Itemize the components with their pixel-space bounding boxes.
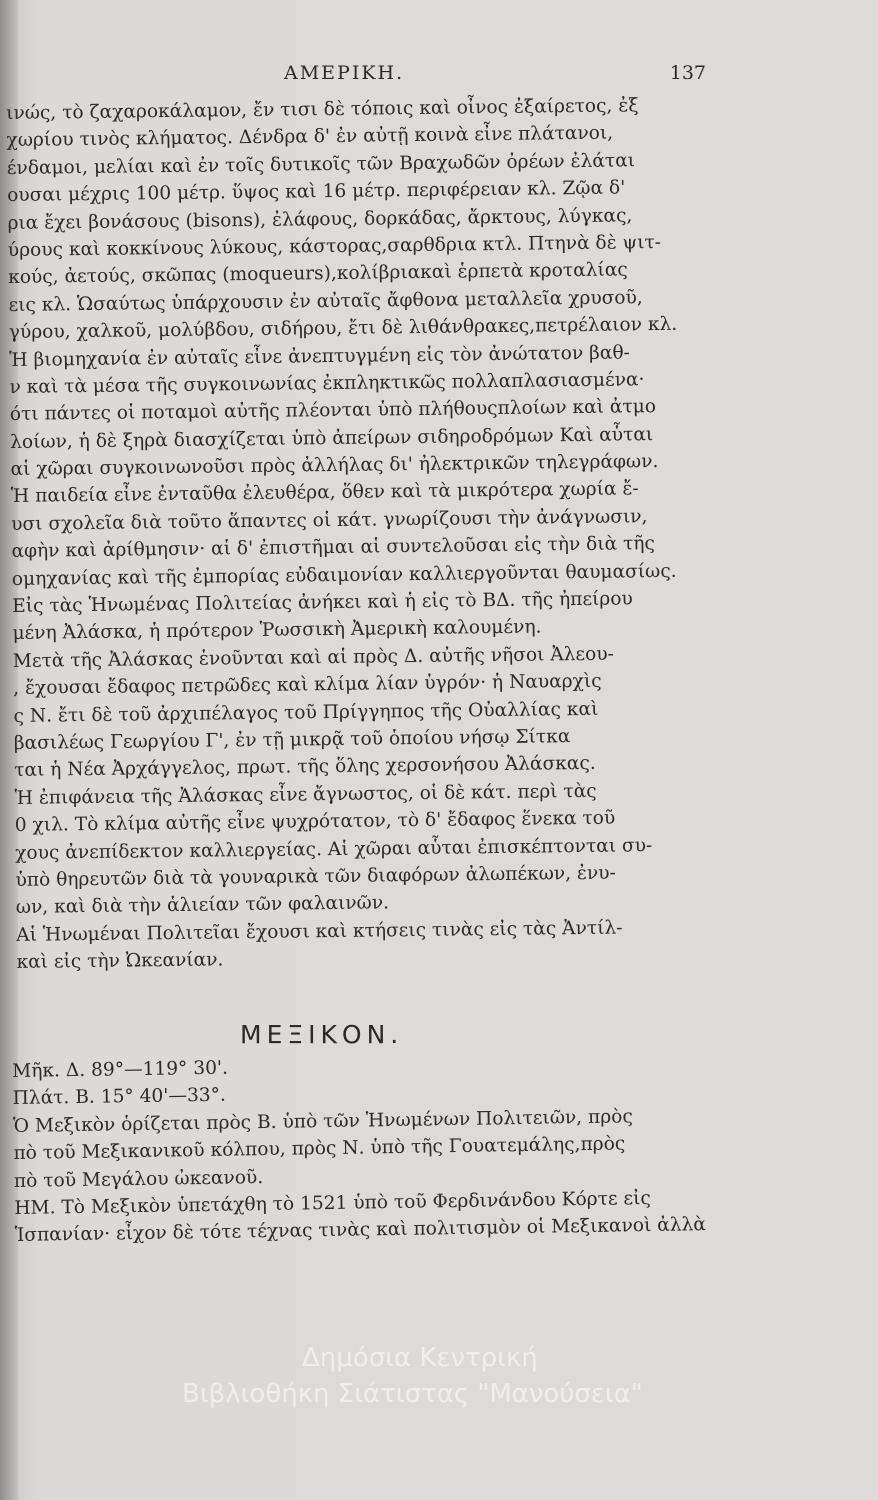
text-line: αἱ χῶραι συγκοινωνοῦσι πρὸς ἀλλήλας δι' ἠλεκτρικῶν τηλεγράφων.: [10, 451, 659, 481]
text-line: καὶ εἰς τὴν Ὠκεανίαν.: [16, 949, 224, 974]
text-line: βασιλέως Γεωργίου Γ', ἐν τῇ μικρᾷ τοῦ ὁποίου νήσῳ Σίτκα: [13, 726, 571, 754]
page-header: [0, 62, 878, 92]
text-line: Μῆκ. Δ. 89°—119° 30'.: [12, 1057, 229, 1082]
text-line: λοίων, ἡ δὲ ξηρὰ διασχίζεται ὑπὸ ἀπείρων σιδηροδρόμων Καὶ αὗται: [10, 423, 654, 453]
running-title: ΑΜΕΡΙΚΗ.: [284, 62, 405, 84]
text-line: ινώς, τὸ ζαχαροκάλαμον, ἔν τισι δὲ τόποις καὶ οἶνος ἐξαίρετος, ἐξ: [6, 95, 639, 124]
text-line: πὸ τοῦ Μεξικανικοῦ κόλπου, πρὸς Ν. ὑπὸ τῆς Γουατεμάλης,πρὸς: [13, 1133, 626, 1165]
text-line: Ἡ ἐπιφάνεια τῆς Ἀλάσκας εἶνε ἄγνωστος, οἱ δὲ κάτ. περὶ τὰς: [14, 780, 597, 809]
body-text: [6, 91, 717, 976]
text-line: Ὁ Μεξικὸν ὁρίζεται πρὸς Β. ὑπὸ τῶν Ἡνωμένων Πολιτειῶν, πρὸς: [12, 1106, 633, 1137]
text-line: ομηχανίας καὶ τῆς ἐμπορίας εὐδαιμονίαν καλλιεργοῦνται θαυμασίως.: [11, 560, 677, 590]
text-line: κούς, ἀετούς, σκῶπας (moqueurs),κολίβριακαὶ ἑρπετὰ κροταλίας: [8, 259, 628, 289]
text-line: ΗΜ. Τὸ Μεξικὸν ὑπετάχθη τὸ 1521 ὑπὸ τοῦ Φερδινάνδου Κόρτε εἰς: [14, 1187, 651, 1219]
text-line: υσι σχολεῖα διὰ τοῦτο ἅπαντες οἱ κάτ. γνωρίζουσι τὴν ἀνάγνωσιν,: [11, 506, 648, 535]
section-heading: ΜΕΞΙΚΟΝ.: [240, 1020, 404, 1049]
text-line: αφὴν καὶ ἀρίθμησιν· αἱ δ' ἐπιστῆμαι αἱ συντελοῦσαι εἰς τὴν διὰ τῆς: [11, 533, 656, 563]
text-line: ται ἡ Νέα Ἀρχάγγελος, πρωτ. τῆς ὅλης χερσονήσου Ἀλάσκας.: [14, 753, 596, 782]
page-number: 137: [669, 62, 706, 84]
text-line: , ἔχουσαι ἔδαφος πετρῶδες καὶ κλίμα λίαν ὑγρόν· ἡ Ναυαρχὶς: [13, 670, 602, 700]
text-line: Εἰς τὰς Ἡνωμένας Πολιτείας ἀνήκει καὶ ἡ εἰς τὸ ΒΔ. τῆς ἠπείρου: [12, 588, 633, 617]
text-line: ρια ἔχει βονάσους (bisons), ἐλάφους, δορκάδας, ἄρκτους, λύγκας,: [7, 204, 633, 234]
text-line: ένδαμοι, μελίαι καὶ ἐν τοῖς δυτικοῖς τῶν Βραχωδῶν ὀρέων ἐλάται: [6, 150, 636, 179]
text-line: ότι πάντες οἱ ποταμοὶ αὐτῆς πλέονται ὑπὸ πλήθουςπλοίων καὶ ἀτμο: [9, 396, 657, 426]
text-line: Ἡ παιδεία εἶνε ἐνταῦθα ἐλευθέρα, ὅθεν καὶ τὰ μικρότερα χωρία ἔ-: [10, 478, 639, 508]
text-line: χους ἀνεπίδεκτον καλλιεργείας. Αἱ χῶραι αὗται ἐπισκέπτονται συ-: [15, 834, 653, 864]
text-line: ς Ν. ἔτι δὲ τοῦ ἀρχιπέλαγος τοῦ Πρίγγηπος τῆς Οὐαλλίας καὶ: [13, 698, 599, 727]
watermark-line: Δημόσια Κεντρική: [302, 1343, 538, 1373]
text-line: ν καὶ τὰ μέσα τῆς συγκοινωνίας ἐκπληκτικῶς πολλαπλασιασμένα·: [9, 369, 645, 398]
text-line: ὑπὸ θηρευτῶν διὰ τὰ γουναρικὰ τῶν διαφόρων ἀλωπέκων, ἐνυ-: [15, 862, 616, 891]
text-line: Μετὰ τῆς Ἀλάσκας ἑνοῦνται καὶ αἱ πρὸς Δ. αὐτῆς νῆσοι Ἀλεου-: [12, 643, 615, 672]
section-text: [12, 1047, 715, 1250]
text-line: ύρους καὶ κοκκίνους λύκους, κάστορας,σαρθδρια κτλ. Πτηνὰ δὲ ψιτ-: [7, 231, 662, 261]
text-line: Ἱσπανίαν· εἶχον δὲ τότε τέχνας τινὰς καὶ πολιτισμὸν οἱ Μεξικανοὶ ἀλλὰ: [14, 1214, 707, 1247]
text-line: εις κλ. Ὡσαύτως ὑπάρχουσιν ἐν αὐταῖς ἄφθονα μεταλλεῖα χρυσοῦ,: [8, 286, 643, 316]
text-line: 0 χιλ. Τὸ κλίμα αὐτῆς εἶνε ψυχρότατον, τὸ δ' ἔδαφος ἕνεκα τοῦ: [14, 807, 616, 837]
text-line: Αἱ Ἡνωμέναι Πολιτεῖαι ἔχουσι καὶ κτήσεις τινὰς εἰς τὰς Ἀντίλ-: [16, 917, 623, 946]
text-line: Πλάτ. Β. 15° 40'—33°.: [12, 1085, 227, 1110]
text-line: ων, καὶ διὰ τὴν ἁλιείαν τῶν φαλαινῶν.: [15, 892, 390, 919]
text-line: ουσαι μέχρις 100 μέτρ. ὕψος καὶ 16 μέτρ. περιφέρειαν κλ. Ζῷα δ': [7, 177, 626, 207]
text-line: γύρου, χαλκοῦ, μολύβδου, σιδήρου, ἔτι δὲ λιθάνθρακες,πετρέλαιον κλ.: [8, 313, 678, 344]
text-line: χωρίου τινὸς κλήματος. Δένδρα δ' ἐν αὐτῇ κοινὰ εἶνε πλάτανοι,: [6, 122, 614, 152]
text-line: μένη Ἀλάσκα, ἡ πρότερον Ῥωσσικὴ Ἀμερικὴ καλουμένη.: [12, 616, 542, 645]
text-line: πὸ τοῦ Μεγάλου ὠκεανοῦ.: [13, 1166, 264, 1192]
text-line: Ἡ βιομηχανία ἐν αὐταῖς εἶνε ἀνεπτυγμένη εἰς τὸν ἀνώτατον βαθ-: [9, 341, 631, 371]
watermark-line: Βιβλιοθήκη Σιάτιστας "Μανούσεια": [182, 1379, 643, 1409]
